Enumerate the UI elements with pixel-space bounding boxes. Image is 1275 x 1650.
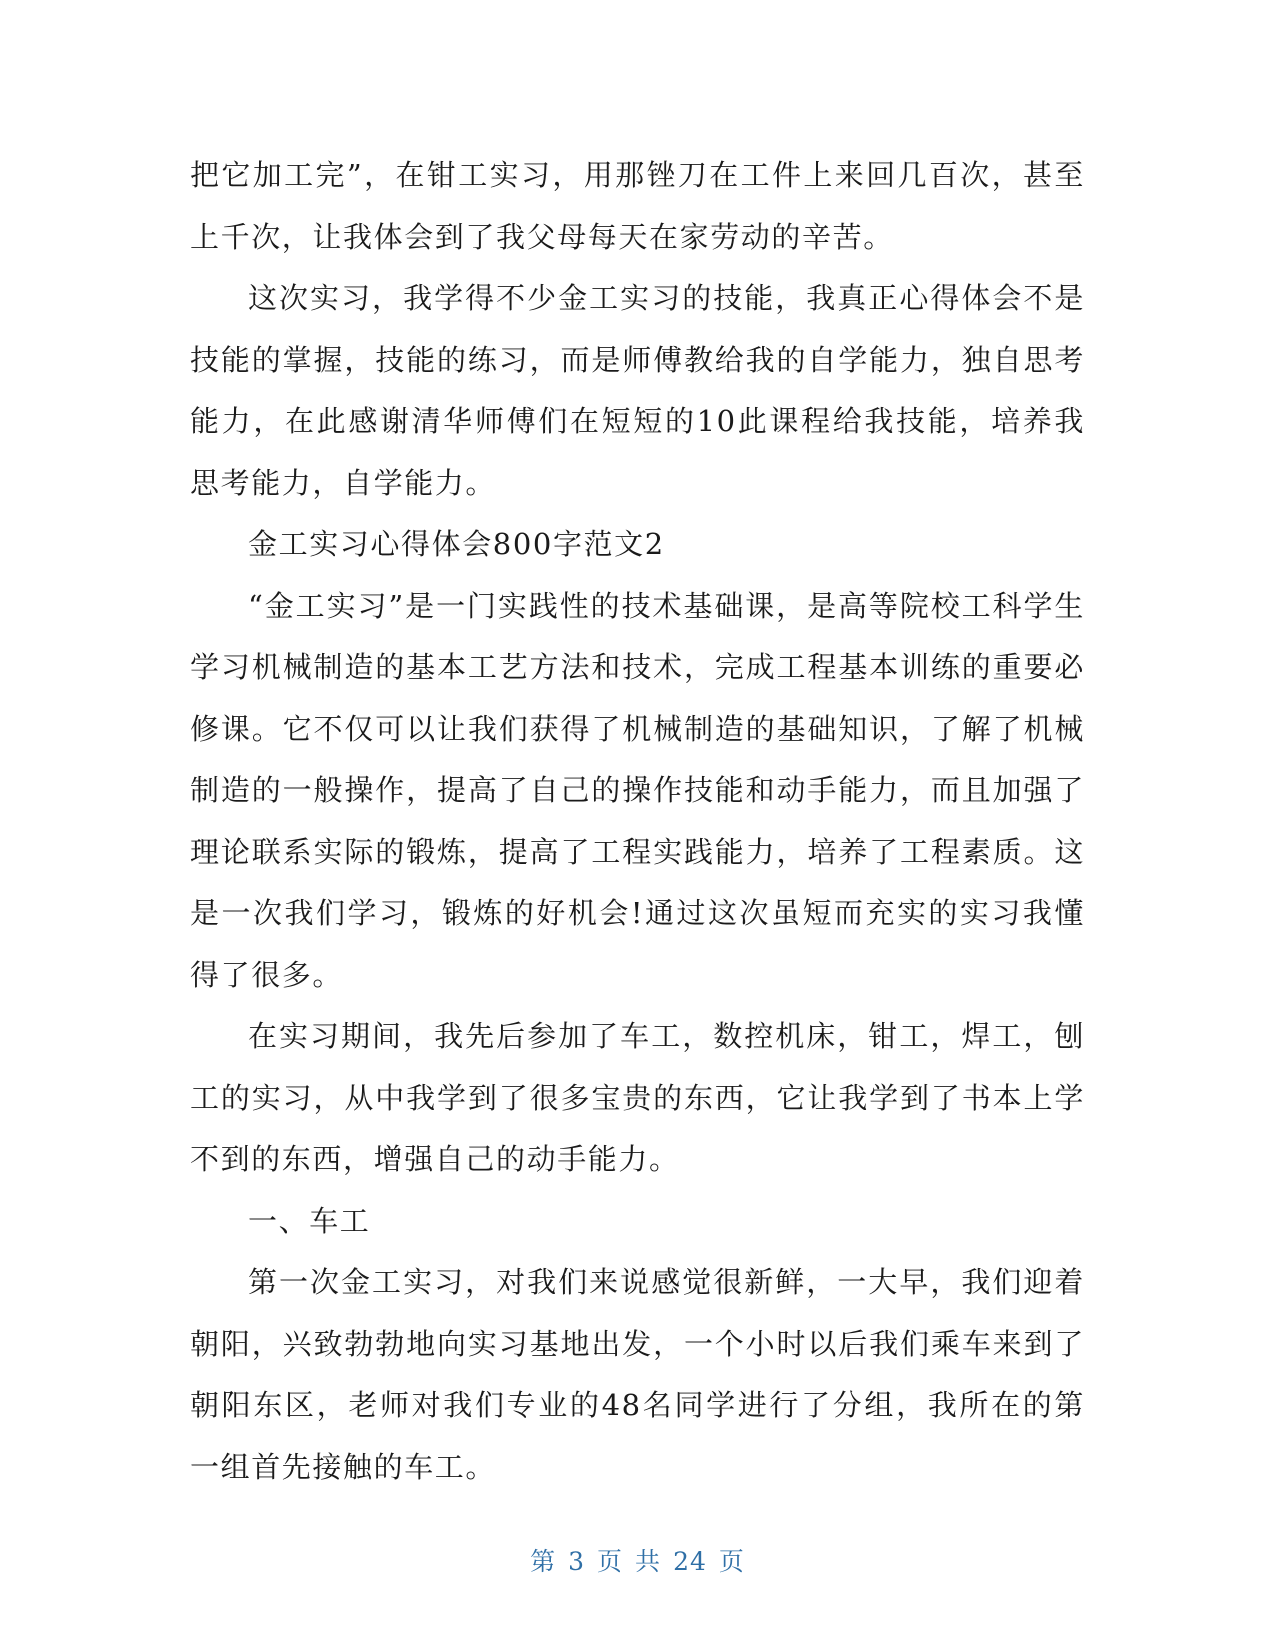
footer-prefix: 第 — [530, 1547, 557, 1576]
document-body — [190, 145, 1085, 1498]
footer-page-word: 页 — [597, 1547, 624, 1576]
paragraph-reflection: 这次实习，我学得不少金工实习的技能，我真正心得体会不是技能的掌握，技能的练习，而是师傅教给我的自学能力，独自思考能力，在此感谢清华师傅们在短短的10此课程给我技能，培养我思考能力，自学能力。 — [190, 281, 1085, 500]
paragraph-lathe: 第一次金工实习，对我们来说感觉很新鲜，一大早，我们迎着朝阳，兴致勃勃地向实习基地出发，一个小时以后我们乘车来到了朝阳东区，老师对我们专业的48名同学进行了分组，我所在的第一组首先接触的车工。 — [190, 1265, 1085, 1484]
subsection-title: 一、车工 — [248, 1203, 371, 1238]
footer-total-word: 共 — [635, 1547, 662, 1576]
page-footer — [0, 1542, 1275, 1578]
footer-suffix: 页 — [718, 1547, 745, 1576]
paragraph-continued: 把它加工完”，在钳工实习，用那锉刀在工件上来回几百次，甚至上千次，让我体会到了我父母每天在家劳动的辛苦。 — [190, 158, 1085, 254]
paragraph-intro: “金工实习”是一门实践性的技术基础课，是高等院校工科学生学习机械制造的基本工艺方法和技术，完成工程基本训练的重要必修课。它不仅可以让我们获得了机械制造的基础知识，了解了机械制造的一般操作，提高了自己的操作技能和动手能力，而且加强了理论联系实际的锻炼，提高了工程实践能力，培养了工程素质。这是一次我们学习，锻炼的好机会!通过这次虽短而充实的实习我懂得了很多。 — [190, 588, 1085, 992]
footer-current-page: 3 — [568, 1547, 586, 1576]
section-title: 金工实习心得体会800字范文2 — [248, 527, 665, 561]
paragraph-internship: 在实习期间，我先后参加了车工，数控机床，钳工，焊工，刨工的实习，从中我学到了很多宝贵的东西，它让我学到了书本上学不到的东西，增强自己的动手能力。 — [190, 1019, 1085, 1176]
footer-total-pages: 24 — [673, 1547, 707, 1576]
